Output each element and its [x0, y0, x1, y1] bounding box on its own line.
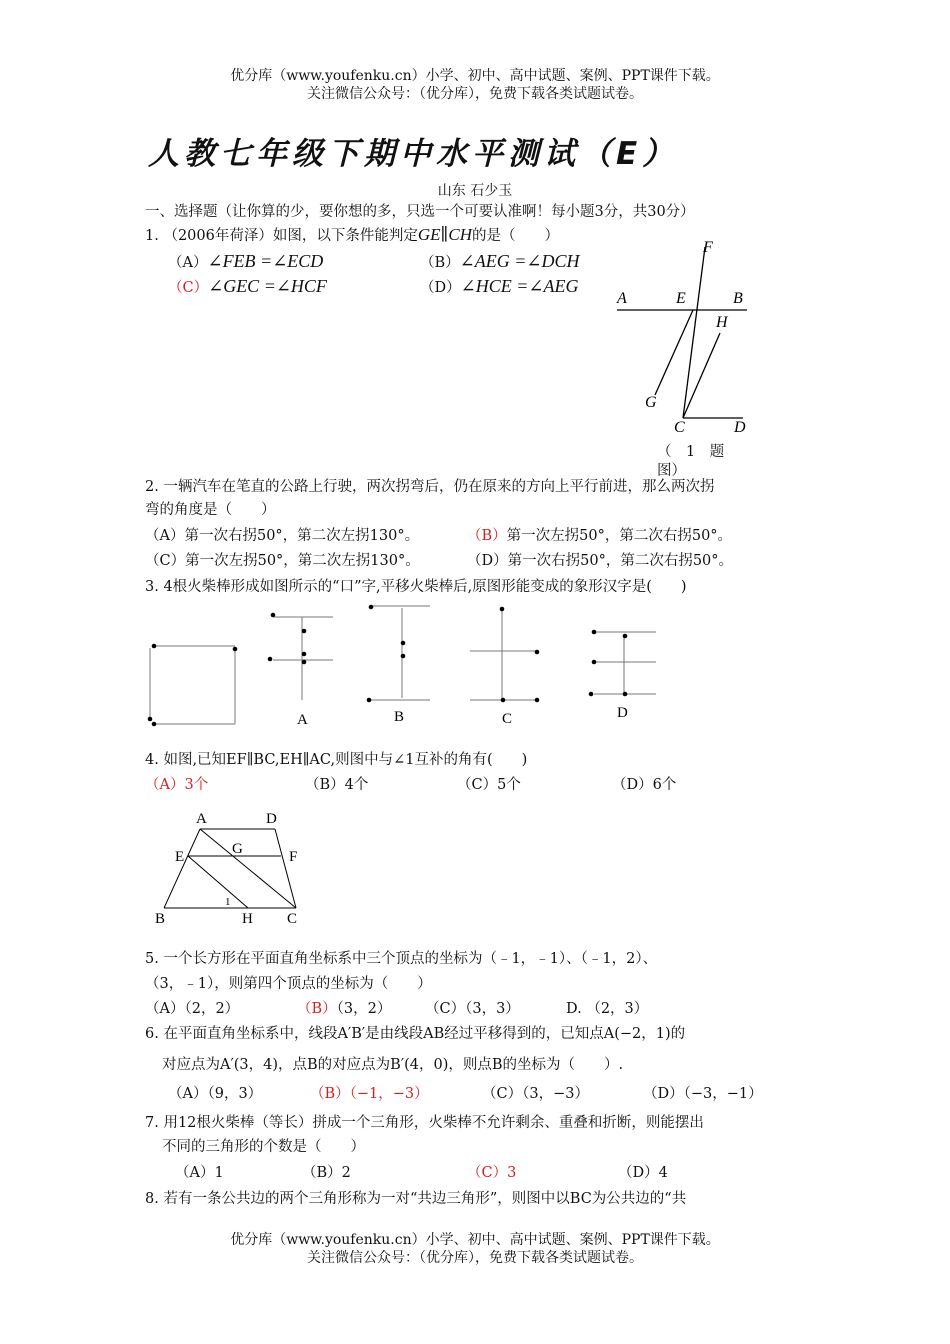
header-line-2: 关注微信公众号：（优分库），免费下载各类试题试卷。 [307, 86, 643, 102]
q3-stem: 3. 4根火柴棒形成如图所示的“口”字,平移火柴棒后,原图形能变成的象形汉字是( ) [145, 579, 687, 595]
q7-option-a: （A）1 [175, 1165, 224, 1181]
q1-option-c: （C）∠GEC =∠HCF [168, 276, 327, 296]
q2-option-d: （D）第一次右拐50°，第二次右拐50°。 [467, 553, 734, 569]
q5-option-c: （C）（3，3） [425, 1001, 520, 1017]
footer-line-2: 关注微信公众号：（优分库），免费下载各类试题试卷。 [307, 1250, 643, 1266]
q7-option-b: （B）2 [302, 1165, 351, 1181]
q3-option-c [470, 607, 539, 727]
q1-label-b: B [733, 290, 743, 307]
page-title: 人教七年级下期中水平测试（E） [148, 136, 679, 172]
q4-label-c: C [287, 911, 298, 927]
q3-label-a: A [297, 712, 308, 728]
q4-label-g: G [232, 841, 243, 857]
q8-stem: 8. 若有一条公共边的两个三角形称为一对“共边三角形”，则图中以BC为公共边的“共 [145, 1191, 687, 1207]
q1-label-g: G [645, 394, 657, 411]
footer-line-1: 优分库（www.youfenku.cn）小学、初中、高中试题、案例、PPT课件下载。 [230, 1232, 720, 1248]
q6-stem-2: 对应点为A′(3，4)，点B的对应点为B′(4，0)，则点B的坐标为（ ）. [162, 1057, 624, 1073]
q5-option-b: （B）（3，2） [297, 1001, 392, 1017]
q3-option-b [367, 605, 430, 725]
q4-stem: 4. 如图,已知EF∥BC,EH∥AC,则图中与∠1互补的角有( ) [145, 752, 528, 768]
q2-option-c: （C）第一次左拐50°，第二次左拐130°。 [145, 553, 420, 569]
q4-option-c: （C）5个 [457, 777, 521, 793]
q6-stem-1: 6. 在平面直角坐标系中，线段A′B′是由线段AB经过平移得到的，已知点A(−2，1)的 [145, 1026, 686, 1042]
author: 山东 石少玉 [437, 183, 513, 199]
q6-option-a: （A）（9，3） [168, 1086, 263, 1102]
q1-label-a: A [617, 290, 627, 307]
q6-option-b: （B）（−1，−3） [310, 1086, 429, 1102]
header-line-1: 优分库（www.youfenku.cn）小学、初中、高中试题、案例、PPT课件下载。 [230, 68, 720, 84]
q4-label-h: H [242, 911, 253, 927]
q1-option-a: （A）∠FEB =∠ECD [168, 251, 324, 271]
q4-label-b: B [155, 911, 166, 927]
q4-label-a: A [196, 811, 207, 827]
q3-figure [140, 600, 680, 740]
q4-label-f: F [289, 849, 298, 865]
q3-label-d: D [617, 705, 628, 721]
q3-label-b: B [394, 709, 405, 725]
q1-caption-1: （ 1 题 [657, 444, 725, 460]
q4-figure [150, 805, 320, 930]
q1-label-f: F [703, 239, 713, 256]
q3-option-d [589, 630, 656, 721]
q7-option-d: （D）4 [618, 1165, 668, 1181]
q5-option-a: （A）（2，2） [145, 1001, 240, 1017]
q3-option-a [268, 613, 333, 728]
section-heading: 一、选择题（让你算的少，要你想的多，只选一个可要认准啊！每小题3分，共30分） [145, 204, 695, 220]
q7-option-c: （C）3 [467, 1165, 517, 1181]
q4-option-b: （B）4个 [305, 777, 369, 793]
q2-stem-1: 2. 一辆汽车在笔直的公路上行驶，两次拐弯后，仍在原来的方向上平行前进，那么两次拐 [145, 479, 715, 495]
q5-stem-2: （3，﹣1），则第四个顶点的坐标为（ ） [145, 976, 432, 992]
q3-original-square [148, 644, 238, 727]
q1-stem: 1. （2006年荷泽）如图，以下条件能判定GE∥CH的是（ ） [145, 225, 559, 244]
q3-label-c: C [502, 711, 513, 727]
q4-option-a: （A）3个 [145, 777, 209, 793]
q4-label-d: D [266, 811, 277, 827]
q2-option-a: （A）第一次右拐50°，第二次左拐130°。 [145, 528, 420, 544]
q7-stem-2: 不同的三角形的个数是（ ） [162, 1139, 365, 1155]
q6-option-c: （C）（3，−3） [482, 1086, 589, 1102]
q2-option-b: （B）第一次左拐50°，第二次右拐50°。 [467, 528, 733, 544]
q1-caption-2: 图） [657, 463, 686, 479]
q2-stem-2: 弯的角度是（ ） [145, 502, 276, 518]
q5-option-d: D. （2，3） [566, 1001, 649, 1017]
q1-label-d: D [734, 419, 746, 436]
q1-option-d: （D）∠HCE =∠AEG [420, 276, 579, 296]
q4-option-d: （D）6个 [612, 777, 677, 793]
q1-label-h: H [716, 314, 728, 331]
q6-option-d: （D）（−3，−1） [643, 1086, 763, 1102]
q5-stem-1: 5. 一个长方形在平面直角坐标系中三个顶点的坐标为（﹣1，﹣1）、（﹣1，2）、 [145, 951, 658, 967]
q7-stem-1: 7. 用12根火柴棒（等长）拼成一个三角形，火柴棒不允许剩余、重叠和折断，则能摆出 [145, 1115, 704, 1131]
q1-option-b: （B）∠AEG =∠DCH [420, 251, 580, 271]
q4-label-e: E [175, 849, 185, 865]
q4-label-1: 1 [225, 896, 231, 908]
q1-label-c: C [674, 419, 685, 436]
q1-label-e: E [676, 290, 686, 307]
